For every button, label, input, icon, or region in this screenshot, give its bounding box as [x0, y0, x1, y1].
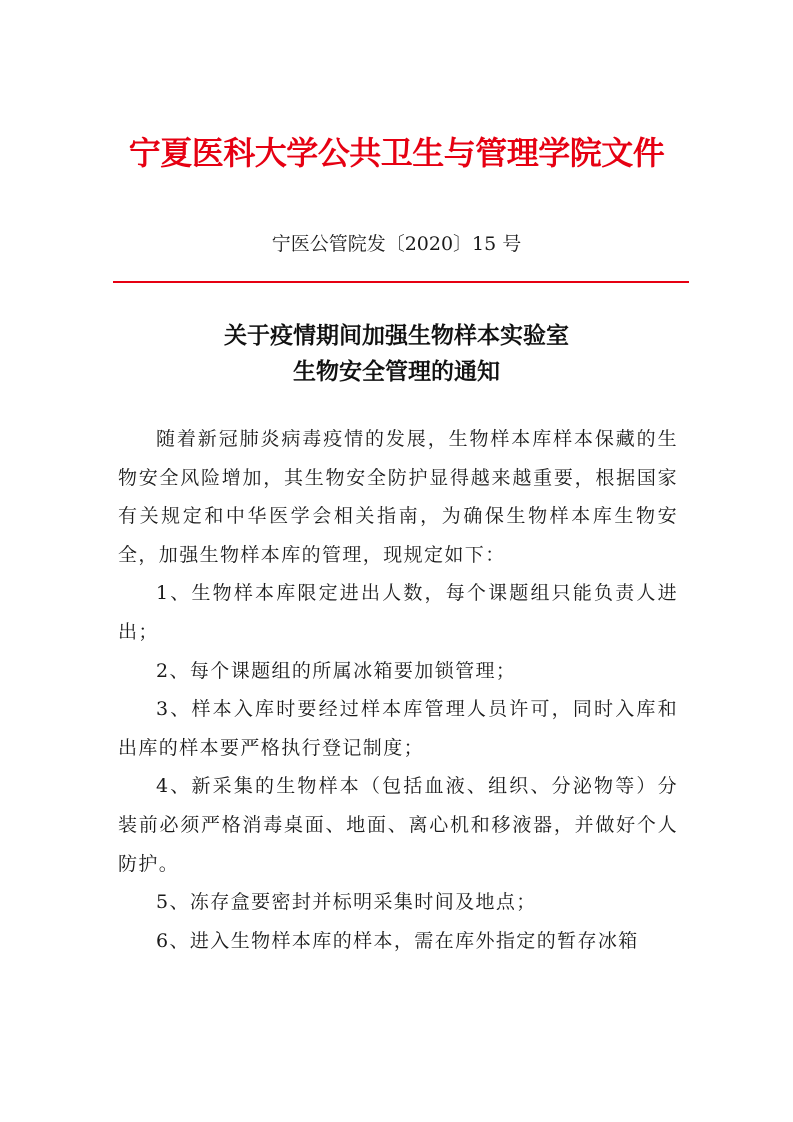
notice-body — [118, 420, 678, 960]
regulation-item-4: 4、新采集的生物样本（包括血液、组织、分泌物等）分装前必须严格消毒桌面、地面、离心机和移液器，并做好个人防护。 — [118, 775, 678, 875]
red-divider-line — [113, 281, 689, 283]
document-number: 宁医公管院发〔2020〕15 号 — [271, 233, 522, 255]
regulation-item-6: 6、进入生物样本库的样本，需在库外指定的暂存冰箱 — [156, 929, 639, 952]
regulation-item-1: 1、生物样本库限定进出人数，每个课题组只能负责人进出； — [118, 582, 678, 643]
intro-paragraph: 随着新冠肺炎病毒疫情的发展，生物样本库样本保藏的生物安全风险增加，其生物安全防护显得越来越重要，根据国家有关规定和中华医学会相关指南，为确保生物样本库生物安全，加强生物样本库的管理，现规定如下： — [118, 428, 678, 566]
notice-title-line-2: 生物安全管理的通知 — [293, 359, 500, 385]
notice-title-line-1: 关于疫情期间加强生物样本实验室 — [224, 323, 569, 349]
regulation-item-3: 3、样本入库时要经过样本库管理人员许可，同时入库和出库的样本要严格执行登记制度； — [118, 698, 678, 759]
regulation-item-2: 2、每个课题组的所属冰箱要加锁管理； — [156, 659, 517, 682]
notice-title — [0, 318, 793, 390]
regulation-item-5: 5、冻存盒要密封并标明采集时间及地点； — [156, 891, 537, 914]
organization-header: 宁夏医科大学公共卫生与管理学院文件 — [128, 134, 665, 172]
